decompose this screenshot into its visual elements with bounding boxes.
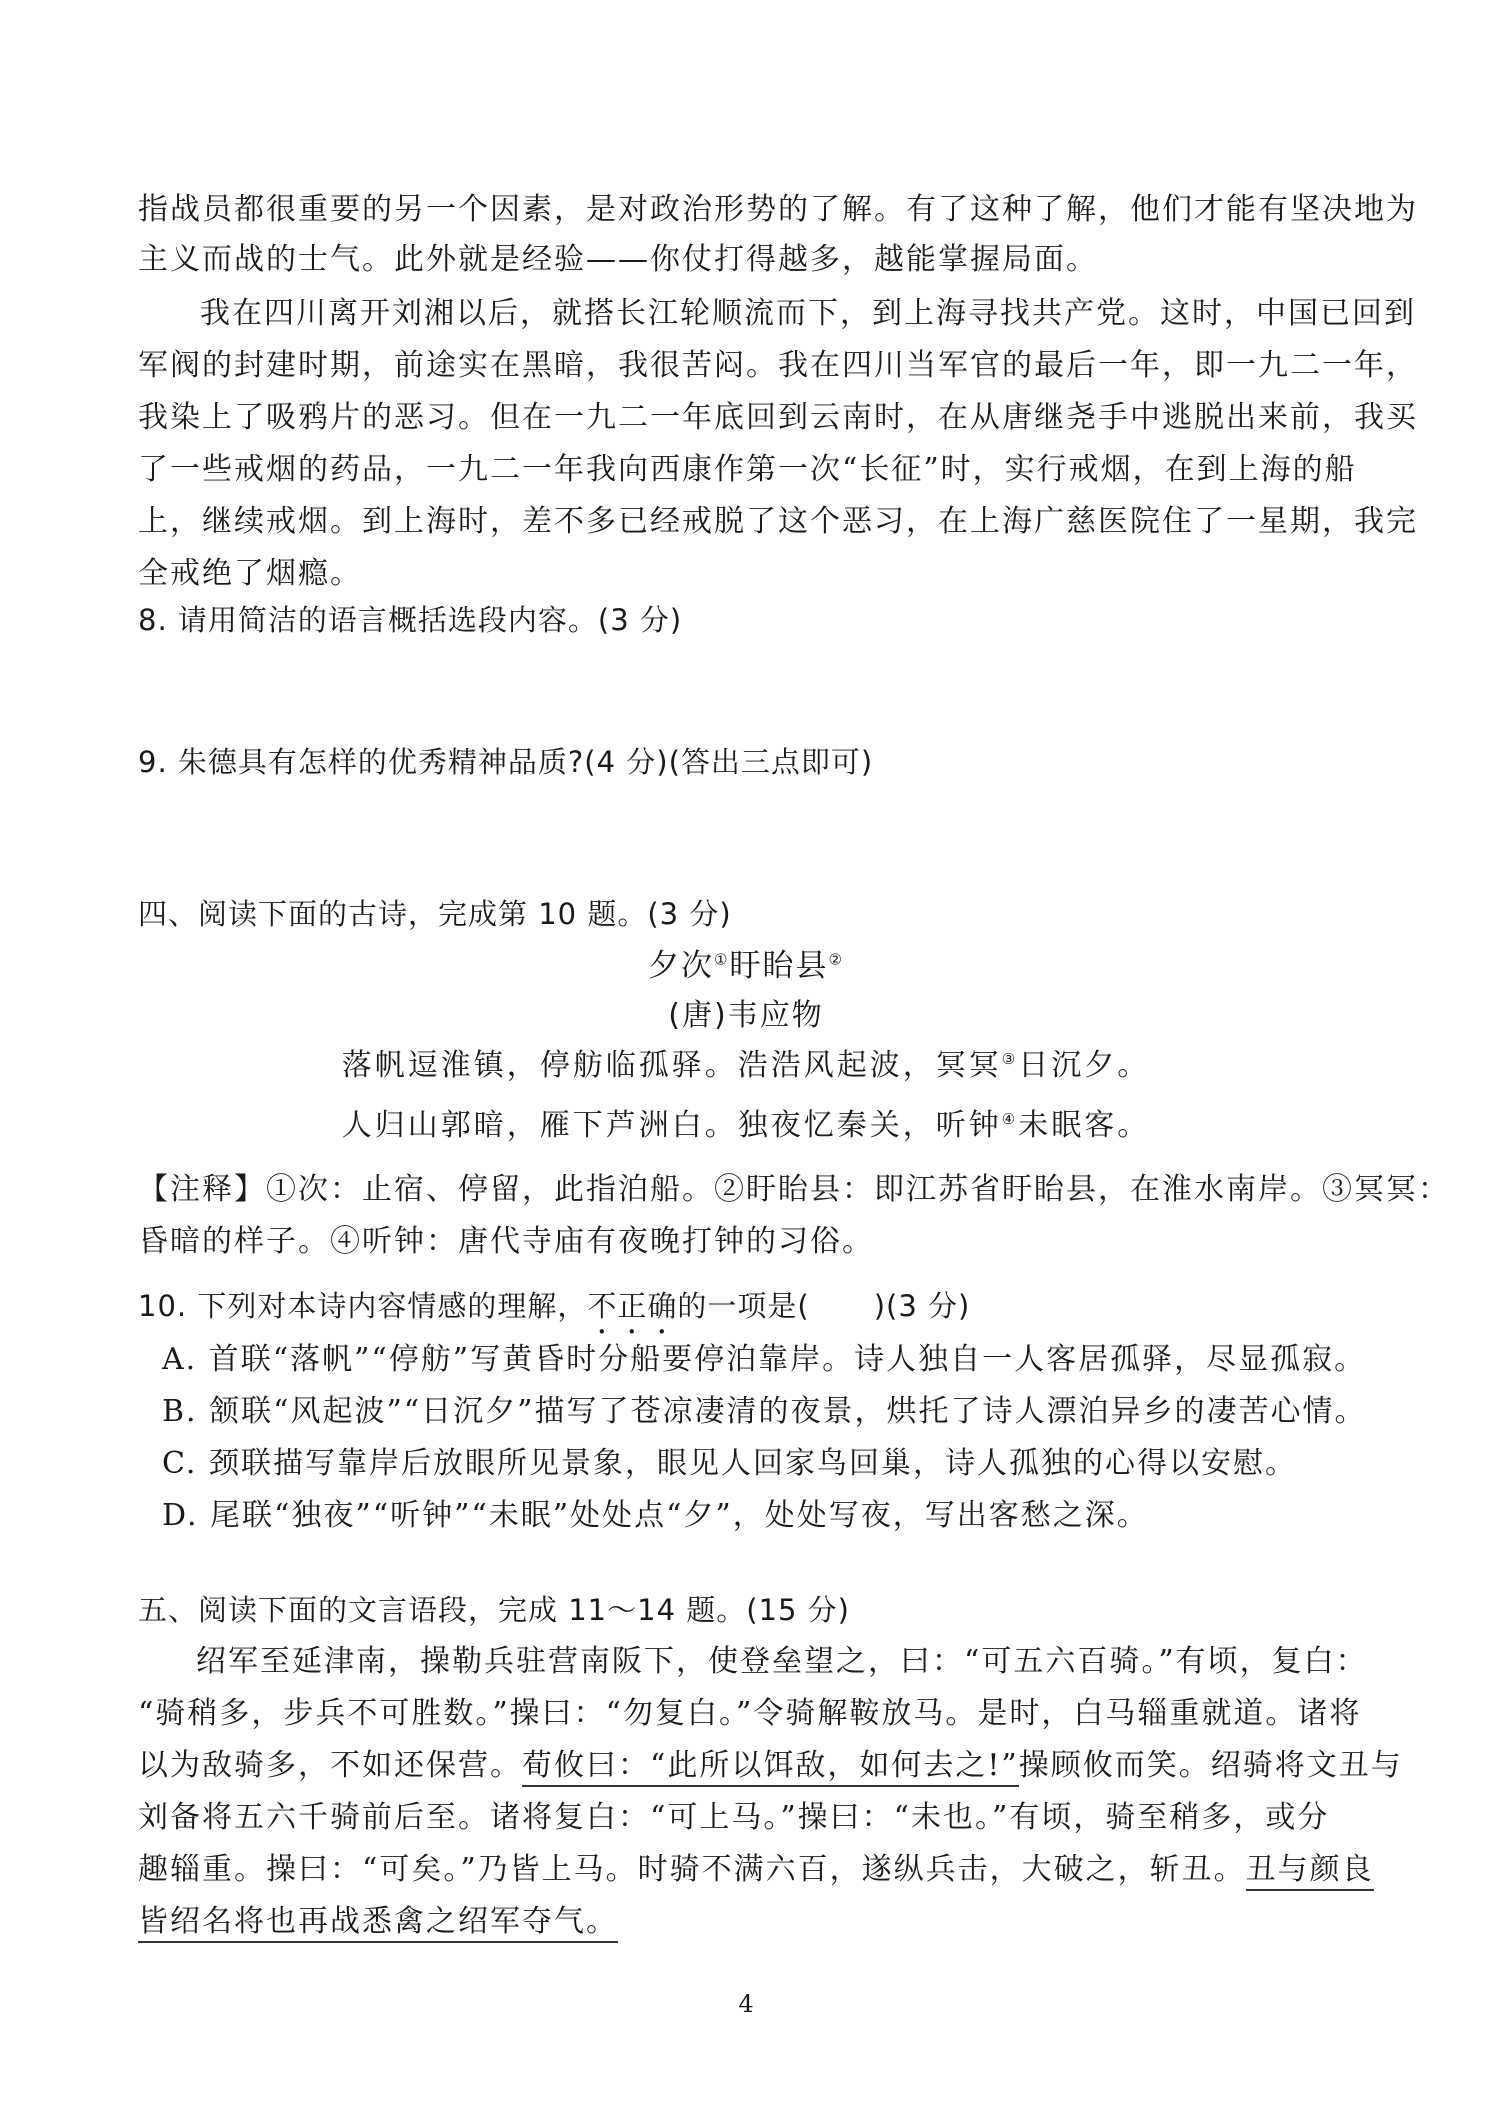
question-text: 10. 下列对本诗内容情感的理解， bbox=[138, 1289, 588, 1323]
page-number: 4 bbox=[738, 1990, 754, 2018]
classical-text: 以为敌骑多，不如还保营。 bbox=[138, 1748, 522, 1783]
poem-text: 落帆逗淮镇，停舫临孤驿。浩浩风起波，冥冥 bbox=[341, 1048, 1002, 1083]
question-8: 8. 请用简洁的语言概括选段内容。(3 分) bbox=[138, 603, 683, 637]
poem-author: (唐)韦应物 bbox=[668, 998, 824, 1033]
underlined-sentence: 皆绍名将也再战悉禽之绍军夺气。 bbox=[138, 1904, 618, 1943]
poem-text: 人归山郭暗，雁下芦洲白。独夜忆秦关，听钟 bbox=[341, 1108, 1002, 1143]
classical-text-line bbox=[138, 1902, 618, 1942]
section-4-heading: 四、阅读下面的古诗，完成第 10 题。(3 分) bbox=[138, 897, 732, 931]
poem-title-part: 盱眙县 bbox=[729, 948, 829, 984]
passage-line: 军阀的封建时期，前途实在黑暗，我很苦闷。我在四川当军官的最后一年，即一九二一年， bbox=[138, 348, 1418, 383]
footnote-marker: ③ bbox=[1001, 1050, 1019, 1068]
classical-text-line: 刘备将五六千骑前后至。诸将复白：“可上马。”操曰：“未也。”有顷，骑至稍多，或分 bbox=[138, 1800, 1330, 1835]
classical-text-line bbox=[138, 1850, 1374, 1890]
footnote-marker: ② bbox=[828, 950, 844, 969]
poem-notes-line: 昏暗的样子。④听钟：唐代寺庙有夜晚打钟的习俗。 bbox=[138, 1224, 874, 1259]
poem-text: 日沉夕。 bbox=[1018, 1048, 1151, 1083]
passage-line: 了一些戒烟的药品，一九二一年我向西康作第一次“长征”时，实行戒烟，在到上海的船 bbox=[138, 452, 1357, 487]
option-c: C. 颈联描写靠岸后放眼所见景象，眼见人回家鸟回巢，诗人孤独的心得以安慰。 bbox=[162, 1446, 1297, 1481]
footnote-marker: ④ bbox=[1001, 1110, 1019, 1128]
passage-line: 指战员都很重要的另一个因素，是对政治形势的了解。有了这种了解，他们才能有坚决地为 bbox=[138, 192, 1418, 227]
footnote-marker: ① bbox=[714, 950, 730, 969]
option-d: D. 尾联“独夜”“听钟”“未眠”处处点“夕”，处处写夜，写出客愁之深。 bbox=[162, 1498, 1149, 1533]
section-5-heading: 五、阅读下面的文言语段，完成 11～14 题。(15 分) bbox=[138, 1593, 850, 1627]
option-a: A. 首联“落帆”“停舫”写黄昏时分船要停泊靠岸。诗人独自一人客居孤驿，尽显孤寂。 bbox=[162, 1342, 1367, 1377]
poem-line-1 bbox=[0, 1046, 1492, 1086]
emphasis-text: 不正确 bbox=[587, 1289, 678, 1323]
classical-text: 趣辎重。操曰：“可矣。”乃皆上马。时骑不满六百，遂纵兵击，大破之，斩丑。 bbox=[138, 1852, 1246, 1887]
passage-line: 我在四川离开刘湘以后，就搭长江轮顺流而下，到上海寻找共产党。这时，中国已回到 bbox=[200, 296, 1416, 331]
poem-notes-line: 【注释】①次：止宿、停留，此指泊船。②盱眙县：即江苏省盱眙县，在淮水南岸。③冥冥： bbox=[138, 1172, 1450, 1207]
question-9: 9. 朱德具有怎样的优秀精神品质?(4 分)(答出三点即可) bbox=[138, 745, 874, 779]
passage-line: 全戒绝了烟瘾。 bbox=[138, 556, 362, 591]
classical-text-line bbox=[138, 1746, 1403, 1786]
passage-line: 上，继续戒烟。到上海时，差不多已经戒脱了这个恶习，在上海广慈医院住了一星期，我完 bbox=[138, 504, 1418, 539]
classical-text: 操顾攸而笑。绍骑将文丑与 bbox=[1018, 1748, 1403, 1783]
underlined-sentence: 荀攸曰：“此所以饵敌，如何去之!” bbox=[522, 1748, 1019, 1787]
passage-line: 我染上了吸鸦片的恶习。但在一九二一年底回到云南时，在从唐继尧手中逃脱出来前，我买 bbox=[138, 400, 1418, 435]
passage-line: 主义而战的士气。此外就是经验——你仗打得越多，越能掌握局面。 bbox=[138, 242, 1098, 277]
poem-title-part: 夕次 bbox=[648, 948, 715, 984]
question-text: )(3 分) bbox=[873, 1289, 971, 1323]
classical-text-line: “骑稍多，步兵不可胜数。”操曰：“勿复白。”令骑解鞍放马。是时，白马辎重就道。诸将 bbox=[138, 1696, 1362, 1731]
classical-text-line: 绍军至延津南，操勒兵驻营南阪下，使登垒望之，曰：“可五六百骑。”有顷，复白： bbox=[196, 1644, 1368, 1679]
poem-text: 未眠客。 bbox=[1018, 1108, 1151, 1143]
question-text: 的一项是( bbox=[677, 1289, 810, 1323]
poem-title bbox=[0, 946, 1492, 986]
question-10-stem bbox=[138, 1286, 970, 1341]
option-b: B. 颔联“风起波”“日沉夕”描写了苍凉凄清的夜景，烘托了诗人漂泊异乡的凄苦心情。 bbox=[162, 1394, 1367, 1429]
poem-line-2 bbox=[0, 1106, 1492, 1146]
underlined-sentence: 丑与颜良 bbox=[1246, 1852, 1374, 1891]
